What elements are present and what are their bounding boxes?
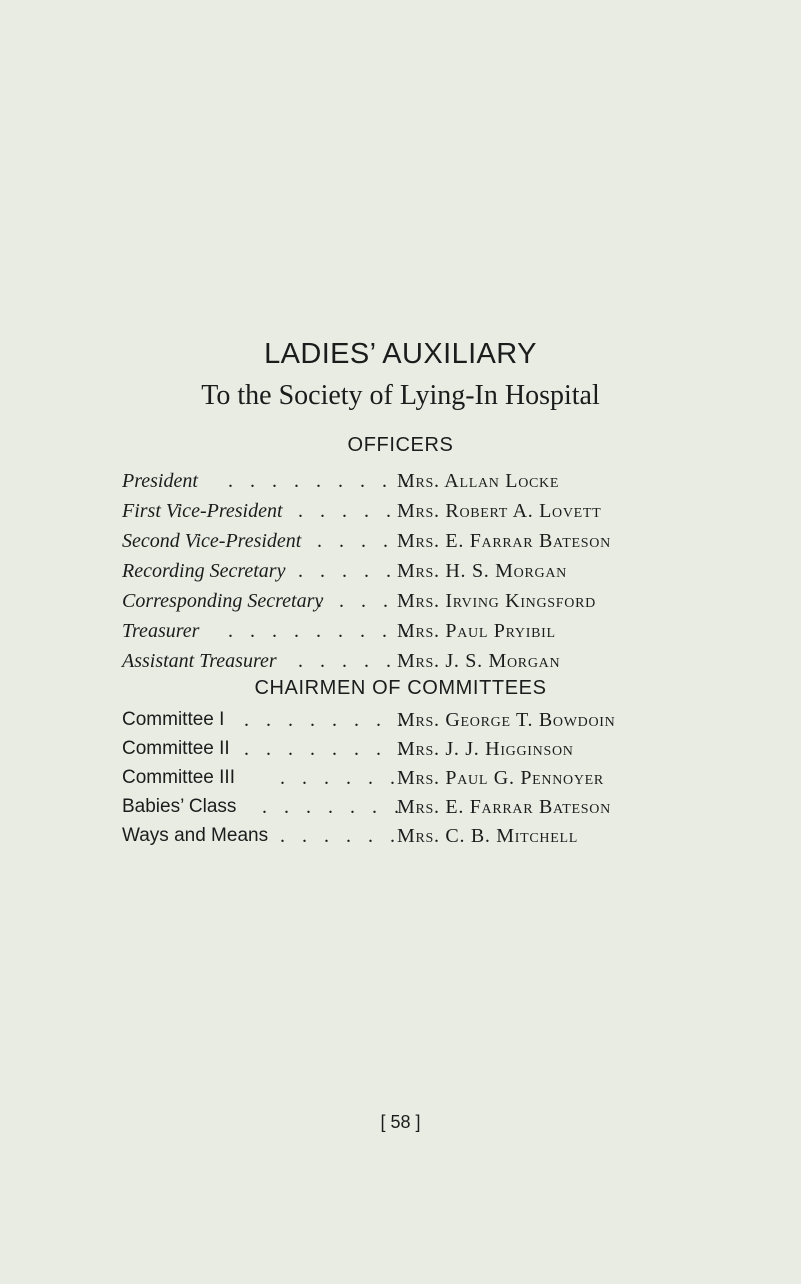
officer-row-recording-secretary [0,560,801,590]
committee-row-committee-ii [0,738,801,767]
officer-title: Second Vice-President [122,530,302,552]
dot-leader: . . . . . [298,650,397,672]
dot-leader: . . . . [317,590,394,612]
officers-heading: OFFICERS [347,434,454,456]
committees-list [0,709,801,854]
dot-leader: . . . . . [298,500,397,522]
officer-name: Mrs. Robert A. Lovett [397,500,602,522]
officer-title: Assistant Treasurer [122,650,277,672]
dot-leader: . . . . . . . [262,796,405,818]
chairman-name: Mrs. Paul G. Pennoyer [397,767,604,789]
page-number: [ 58 ] [380,1112,421,1132]
page-subtitle: To the Society of Lying-In Hospital [201,380,600,411]
officer-row-treasurer [0,620,801,650]
page-title: LADIES’ AUXILIARY [264,338,537,370]
committees-heading: CHAIRMEN OF COMMITTEES [254,677,547,699]
committee-row-ways-and-means [0,825,801,854]
officer-title: First Vice-President [122,500,283,522]
officer-name: Mrs. J. S. Morgan [397,650,561,672]
dot-leader: . . . . . [298,560,397,582]
officer-row-second-vice-president [0,530,801,560]
officer-title: Treasurer [122,620,200,642]
dot-leader: . . . . [317,530,394,552]
committee-title: Committee II [122,738,230,759]
chairman-name: Mrs. J. J. Higginson [397,738,574,760]
officer-name: Mrs. Irving Kingsford [397,590,596,612]
officer-title: Recording Secretary [122,560,286,582]
dot-leader: . . . . . . . . . [228,620,415,642]
officer-row-president [0,470,801,500]
dot-leader: . . . . . . [280,767,401,789]
chairman-name: Mrs. E. Farrar Bateson [397,796,611,818]
dot-leader: . . . . . . . . . [228,470,415,492]
committee-row-committee-iii [0,767,801,796]
dot-leader: . . . . . . . . [244,709,409,731]
committee-row-babies-class [0,796,801,825]
officer-name: Mrs. E. Farrar Bateson [397,530,611,552]
committee-row-committee-i [0,709,801,738]
chairman-name: Mrs. George T. Bowdoin [397,709,616,731]
officer-name: Mrs. Paul Pryibil [397,620,556,642]
dot-leader: . . . . . . . . [244,738,409,760]
officer-row-first-vice-president [0,500,801,530]
officer-title: President [122,470,198,492]
officer-name: Mrs. Allan Locke [397,470,560,492]
committee-title: Ways and Means [122,825,269,846]
committee-title: Babies’ Class [122,796,237,817]
committee-title: Committee I [122,709,225,730]
committee-title: Committee III [122,767,235,788]
chairman-name: Mrs. C. B. Mitchell [397,825,578,847]
officer-row-corresponding-secretary [0,590,801,620]
officer-title: Corresponding Secretary [122,590,324,612]
officers-list [0,470,801,680]
officer-row-assistant-treasurer [0,650,801,680]
officer-name: Mrs. H. S. Morgan [397,560,567,582]
dot-leader: . . . . . . [280,825,401,847]
